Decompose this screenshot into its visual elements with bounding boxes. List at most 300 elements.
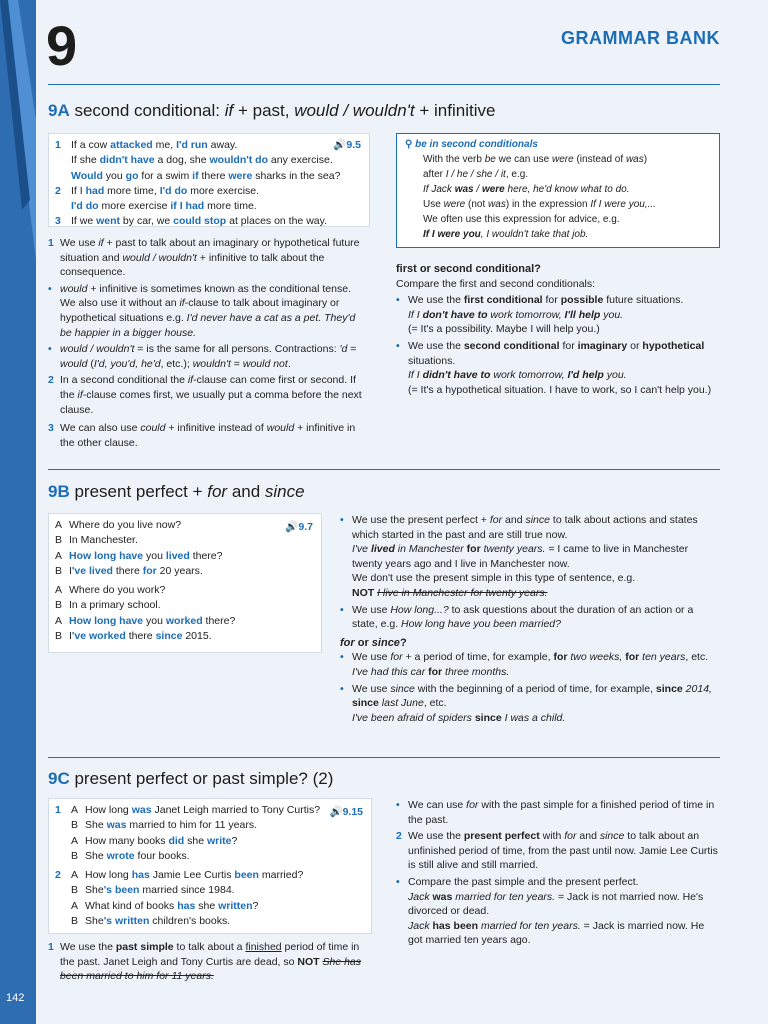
seg: , etc.: [685, 651, 709, 664]
example-line: [55, 138, 363, 153]
subheading: [340, 636, 720, 651]
seg: 2014,: [682, 682, 712, 695]
rule-item: [396, 829, 718, 873]
audio-track-9-7[interactable]: 🔊9.7: [285, 521, 313, 533]
example-line: [55, 169, 363, 184]
seg: since: [525, 514, 550, 526]
seg: did: [168, 834, 185, 847]
seg: since: [352, 697, 379, 710]
seg: -clause to talk about imaginary or hypothetical situations e.g.: [60, 297, 340, 324]
seg: We use: [352, 603, 391, 616]
header-rule: [48, 84, 720, 85]
seg: for: [553, 651, 568, 664]
seg: since: [474, 711, 502, 724]
search-icon: ⚲: [405, 139, 413, 150]
seg: =: [230, 357, 243, 370]
rule-item: [48, 236, 368, 280]
dialogue-line: [55, 533, 315, 548]
dialogue-line: [55, 583, 315, 598]
seg: and: [576, 830, 600, 843]
seg: Where do you work?: [69, 584, 166, 597]
seg: How long have you been married?: [401, 618, 561, 631]
seg: sharks in the sea?: [252, 169, 341, 182]
seg: we can use: [495, 154, 552, 165]
dialogue-text: [85, 803, 320, 818]
seg: We use the: [60, 941, 116, 953]
rule-item: [48, 940, 370, 984]
dialogue-text: [69, 614, 235, 629]
seg: there: [112, 564, 143, 577]
seg: since: [390, 682, 415, 695]
seg: I've: [352, 543, 371, 556]
tip-line: [423, 227, 711, 242]
seg: In a second conditional the: [60, 374, 188, 387]
grammar-bank-header: GRAMMAR BANK: [561, 28, 720, 48]
seg: Where do you live now?: [69, 519, 182, 531]
seg: write: [206, 834, 232, 847]
dialogue-line: [55, 883, 365, 898]
seg: was: [454, 184, 474, 195]
seg: I'll help: [564, 308, 601, 321]
seg: We use: [60, 237, 99, 249]
seg: attacked: [110, 139, 153, 151]
rule-bullet: • We use the first conditional for possible future situations. If I don't have to work tomorrow, I'll help you. (= It's a possibility. Maybe I will help you.): [396, 294, 684, 336]
audio-track-9-5[interactable]: 🔊9.5: [333, 139, 361, 151]
dialogue-line: [55, 914, 365, 929]
seg: If she: [71, 154, 100, 167]
dialogue-line: [55, 564, 315, 579]
dialogue-text: [69, 533, 138, 548]
seg: more time,: [104, 184, 160, 197]
seg: first conditional: [463, 294, 543, 307]
seg: 2015.: [182, 630, 212, 643]
seg: ): [643, 154, 648, 165]
seg: for: [489, 514, 503, 526]
example-box-9c: [48, 798, 372, 934]
not-label: NOT: [352, 586, 375, 599]
seg: for: [340, 636, 355, 649]
example-box-9b: [48, 513, 322, 653]
seg: three months.: [442, 665, 510, 678]
example-text: [71, 184, 259, 199]
seg: Compare the past simple and the present perfect.: [408, 875, 639, 888]
seg: situations.: [408, 354, 456, 367]
speaker-label: A: [55, 519, 63, 531]
dialogue-text: [85, 818, 257, 833]
title-part: since: [264, 482, 305, 501]
dialogue-line: [55, 899, 365, 914]
seg: twenty years.: [480, 543, 546, 556]
seg: since: [655, 682, 683, 695]
seg: Jack: [408, 919, 433, 932]
seg: if: [98, 237, 104, 249]
seg: there?: [202, 614, 236, 627]
seg: She: [85, 915, 104, 928]
seg: past simple: [115, 941, 174, 953]
seg: you: [143, 614, 166, 627]
rule-item: [48, 421, 368, 450]
speaker-label: A: [55, 584, 63, 597]
seg: finished: [245, 941, 282, 953]
seg: + infinitive in the other clause.: [60, 422, 356, 449]
rule-number: 3: [48, 422, 54, 435]
seg: was: [131, 804, 152, 816]
seg: went: [96, 215, 121, 228]
example-box-9a: [48, 133, 370, 227]
example-number: [55, 899, 71, 914]
speaker-label: A: [71, 869, 79, 882]
rule-bullet: • We use since with the beginning of a period of time, for example, since 2014, since last June, etc. I've been afraid of spiders since I was a child.: [340, 682, 712, 724]
seg: for: [142, 564, 157, 577]
audio-label: 9.15: [342, 806, 363, 818]
seg: for: [564, 830, 577, 843]
section-code: 9B: [48, 482, 70, 501]
dialogue-text: [85, 883, 235, 898]
speaker-label: B: [55, 534, 63, 547]
rules-9a: [48, 236, 368, 452]
seg: last June: [378, 697, 424, 710]
seg: 've worked: [71, 630, 126, 643]
dialogue-line: [55, 518, 315, 533]
seg: We use the: [408, 339, 464, 352]
speaker-label: A: [71, 834, 79, 847]
seg: for: [625, 651, 640, 664]
title-part: present perfect or past simple? (2): [74, 769, 334, 788]
seg: = Jack is not married now. He's divorced or dead.: [408, 890, 704, 918]
seg: if: [179, 297, 185, 310]
seg: with the past simple for a finished period of time in the past.: [408, 799, 715, 826]
tip-line: [423, 197, 711, 212]
seg: I was a child.: [501, 711, 566, 724]
example-line: [55, 184, 363, 199]
seg: She: [85, 884, 104, 897]
seg: to talk about an unfinished period of time, from the past until now. Jamie Lee Curtis is still alive and still married.: [408, 830, 718, 872]
seg: you: [143, 549, 166, 562]
seg: would not: [242, 357, 288, 370]
seg: + infinitive instead of: [165, 422, 267, 435]
seg: She: [85, 849, 107, 862]
tip-line: [423, 182, 711, 197]
seg: was: [432, 890, 453, 903]
seg: married?: [258, 869, 304, 882]
seg: has been: [432, 919, 479, 932]
rule-bullet: • We can use for with the past simple for a finished period of time in the past.: [396, 799, 715, 826]
audio-label: 9.7: [298, 521, 313, 533]
seg: away.: [207, 139, 238, 151]
seg: How long have: [69, 549, 144, 562]
unit-number: 9: [46, 14, 78, 77]
seg: How long: [85, 869, 132, 882]
dialogue-text: [69, 629, 212, 644]
example-text: [71, 214, 327, 229]
title-part: + past,: [233, 101, 295, 120]
seg: How many books: [85, 834, 169, 847]
example-number: [55, 883, 71, 898]
seg: /: [473, 184, 482, 195]
seg: more exercise: [98, 200, 171, 213]
seg: -clause can come first or second. If the: [60, 374, 356, 401]
seg: by car, we: [120, 215, 174, 228]
speaker-label: B: [71, 819, 79, 832]
speaker-label: B: [55, 630, 63, 643]
seg: married for ten years.: [452, 890, 556, 903]
seg: to talk about a: [173, 941, 246, 953]
section-code: 9C: [48, 769, 70, 788]
example-text: [71, 199, 257, 214]
example-number: 3: [55, 215, 61, 228]
dialogue-text: [85, 914, 230, 929]
seg: would: [60, 357, 88, 370]
seg: a dog, she: [154, 154, 210, 167]
seg: if: [77, 388, 83, 401]
seg: you: [102, 169, 126, 182]
seg: four books.: [134, 849, 190, 862]
example-number: 1: [55, 804, 61, 816]
dialogue-line: [55, 834, 365, 849]
audio-track-9-15[interactable]: 🔊9.15: [329, 806, 363, 818]
seg: = Jack is married now. He got married ten years ago.: [408, 919, 705, 947]
seg: for a swim: [138, 169, 193, 182]
seg: you.: [600, 308, 624, 321]
dialogue-line: [55, 549, 315, 564]
example-number: 2: [55, 184, 61, 197]
seg: if I had: [170, 200, 205, 213]
dialogue-text: [85, 899, 258, 914]
seg: future situations.: [603, 294, 684, 307]
dialogue-line: [55, 803, 365, 818]
seg: , etc.);: [160, 357, 193, 370]
speaker-label: A: [71, 899, 79, 912]
example-text: [71, 138, 237, 153]
seg: (= It's a possibility. Maybe I will help you.): [408, 323, 600, 336]
title-part: would / wouldn't: [294, 101, 415, 120]
seg: didn't have: [99, 154, 155, 167]
seg: for: [428, 665, 443, 678]
seg: there?: [189, 549, 223, 562]
dialogue-text: [85, 849, 190, 864]
dialogue-line: [55, 598, 315, 613]
rule-bullet: • We use the present perfect + for and since to talk about actions and states which started in the past and are still true now. I've lived in Manchester for twenty years. = I came to live in Manchester twenty years ago and I live in Manchester now. We don't use the present simple in this type of sentence, e.g. NOT I live in Manchester for twenty years.: [340, 514, 698, 599]
seg: with: [539, 830, 565, 843]
seg: + infinitive is sometimes known as the conditional tense. We also use it without an: [60, 282, 351, 310]
seg: was: [106, 819, 127, 832]
seg: were: [551, 154, 574, 165]
dialogue-text: [69, 583, 165, 598]
example-text: [71, 153, 333, 168]
seg: hypothetical: [642, 339, 705, 352]
section-rule: [48, 757, 720, 758]
tip-line: [423, 152, 711, 167]
tip-title: [405, 137, 711, 152]
dialogue-text: [69, 598, 161, 613]
seg: + past to talk about an imaginary or hypothetical future situation and: [60, 237, 360, 264]
seg: imaginary: [577, 339, 628, 352]
seg: or: [354, 636, 372, 649]
incorrect-example: She has been married to him for 11 years.: [60, 955, 362, 983]
incorrect-example: I live in Manchester for twenty years.: [377, 586, 548, 599]
seg: 's written: [103, 915, 150, 928]
seg: had: [85, 184, 105, 197]
seg: been: [234, 869, 259, 882]
dialogue-line: [55, 629, 315, 644]
seg: since: [155, 630, 183, 643]
seg: was: [625, 154, 644, 165]
seg: , e.g.: [505, 169, 529, 180]
seg: = I came to live in Manchester twenty years ago and I live in Manchester now.: [352, 543, 689, 570]
seg: married since 1984.: [139, 884, 235, 897]
seg: after: [423, 169, 446, 180]
tip-title-text: be in second conditionals: [415, 139, 538, 150]
seg: if: [187, 374, 194, 387]
seg: We use the: [408, 830, 464, 843]
rule-bullet: • We use How long...? to ask questions about the duration of an action or a state, e.g. How long have you been married?: [340, 603, 694, 631]
tip-line: [423, 167, 711, 182]
seg: were: [481, 184, 505, 195]
seg: We use: [352, 682, 391, 695]
seg: How long: [85, 804, 132, 816]
seg: (instead of: [573, 154, 626, 165]
seg: If Jack: [423, 184, 455, 195]
seg: , etc.: [423, 697, 447, 710]
seg: in Manchester: [394, 543, 467, 556]
seg: for: [542, 294, 561, 307]
title-part: + infinitive: [414, 101, 496, 120]
seg: =: [347, 343, 357, 356]
tip-box-be: [396, 133, 720, 248]
section-rule: [48, 469, 720, 470]
speaker-label: B: [55, 564, 63, 577]
rules-9c-right: [396, 798, 718, 950]
example-text: [71, 169, 340, 184]
speaker-label: A: [55, 549, 63, 562]
rules-9c-left: [48, 940, 370, 986]
seg: for: [466, 543, 481, 556]
rule-number: 1: [48, 237, 54, 249]
dialogue-text: [85, 868, 303, 883]
example-line: [55, 214, 363, 229]
seg: go: [125, 169, 139, 182]
seg: don't have to: [422, 308, 488, 321]
seg: period of time in the past. Janet Leigh and Tony Curtis are dead, so: [60, 941, 360, 968]
seg: We can use: [408, 799, 467, 811]
seg: In a primary school.: [69, 599, 161, 612]
seg: could: [140, 422, 166, 435]
seg: I'd run: [176, 139, 208, 151]
seg: I'd do: [71, 200, 99, 213]
seg: I've had this car: [352, 665, 429, 678]
rule-bullet: • would + infinitive is sometimes known as the conditional tense. We also use it without an if-clause to talk about imaginary or hypothetical situations e.g. I'd never have a cat as a pet. They'd be happier in a bigger house.: [48, 282, 356, 339]
seg: + a period of time, for example,: [402, 651, 554, 664]
seg: Jamie Lee Curtis: [149, 869, 235, 882]
section-title-9c: [48, 769, 333, 789]
first-second-conditional: [396, 262, 718, 399]
example-line: [55, 199, 363, 214]
speaker-label: B: [71, 849, 79, 862]
dialogue-line: [55, 614, 315, 629]
example-line: [55, 153, 363, 168]
seg: more time.: [204, 200, 257, 213]
page-sidebar: [0, 0, 36, 1024]
seg: I'd, you'd, he'd: [93, 357, 161, 370]
seg: possible: [560, 294, 604, 307]
example-number: [55, 834, 71, 849]
rule-bullet: • would / wouldn't = is the same for all persons. Contractions: 'd = would (I'd, you'd, he'd, etc.); wouldn't = would not.: [48, 343, 357, 370]
seg: wrote: [106, 849, 135, 862]
rule-number: 2: [396, 830, 402, 843]
seg: , I wouldn't take that job.: [480, 229, 589, 240]
seg: since: [599, 830, 625, 843]
seg: second conditional: [463, 339, 560, 352]
seg: If I: [408, 308, 423, 321]
seg: I / he / she / it: [445, 169, 506, 180]
seg: 've lived: [71, 564, 113, 577]
seg: I: [69, 630, 72, 643]
speaker-label: A: [71, 804, 79, 816]
seg: I'd do: [159, 184, 188, 197]
audio-label: 9.5: [346, 139, 361, 151]
page-number: 142: [6, 992, 25, 1004]
dialogue-line: [55, 868, 365, 883]
seg: was: [488, 199, 506, 210]
example-number: 1: [55, 139, 61, 151]
seg: me,: [152, 139, 177, 151]
seg: would / wouldn't: [122, 251, 197, 264]
seg: = is the same for all persons. Contractions:: [134, 343, 340, 356]
seg: at places on the way.: [226, 215, 327, 228]
seg: 20 years.: [156, 564, 203, 577]
seg: be: [484, 154, 496, 165]
seg: (: [87, 357, 94, 370]
seg: I: [69, 564, 72, 577]
section-code: 9A: [48, 101, 70, 120]
seg: would / wouldn't: [60, 343, 135, 356]
not-label: NOT: [297, 955, 320, 968]
rule-bullet: • Compare the past simple and the present perfect. Jack was married for ten years. = Jack is not married now. He's divorced or dead. Jack has been married for ten years. = Jack is married now. He got married ten years ago.: [396, 875, 705, 947]
seg: Janet Leigh married to Tony Curtis?: [151, 804, 321, 816]
seg: you.: [603, 369, 627, 382]
seg: would: [266, 422, 295, 435]
speaker-label: B: [71, 915, 79, 928]
seg: ) in the expression: [505, 199, 591, 210]
seg: lived: [370, 543, 395, 556]
dialogue-text: [69, 518, 181, 533]
seg: ?: [399, 636, 407, 649]
title-part: and: [227, 482, 265, 501]
seg: or: [627, 339, 643, 352]
seg: to ask questions about the duration of an action or a state, e.g.: [352, 603, 694, 631]
seg: there: [125, 630, 156, 643]
seg: How long...?: [390, 603, 449, 616]
seg: 's been: [103, 884, 140, 897]
seg: here, he'd know what to do.: [504, 184, 630, 195]
dialogue-text: [85, 834, 237, 849]
seg: children's books.: [149, 915, 231, 928]
title-part: present perfect +: [74, 482, 208, 501]
seg: ?: [252, 899, 259, 912]
rule-number: 1: [48, 941, 54, 953]
speaker-label: A: [55, 614, 63, 627]
rules-9b: [340, 513, 720, 727]
example-number: [55, 914, 71, 929]
seg: wouldn't: [192, 357, 231, 370]
seg: since: [371, 636, 400, 649]
seg: (not: [465, 199, 489, 210]
rule-bullet: • We use for + a period of time, for example, for two weeks, for ten years, etc. I've had this car for three months.: [340, 651, 709, 678]
rule-number: 2: [48, 374, 54, 387]
seg: there: [198, 169, 229, 182]
section-title-9a: [48, 101, 495, 121]
title-part: second conditional:: [74, 101, 225, 120]
